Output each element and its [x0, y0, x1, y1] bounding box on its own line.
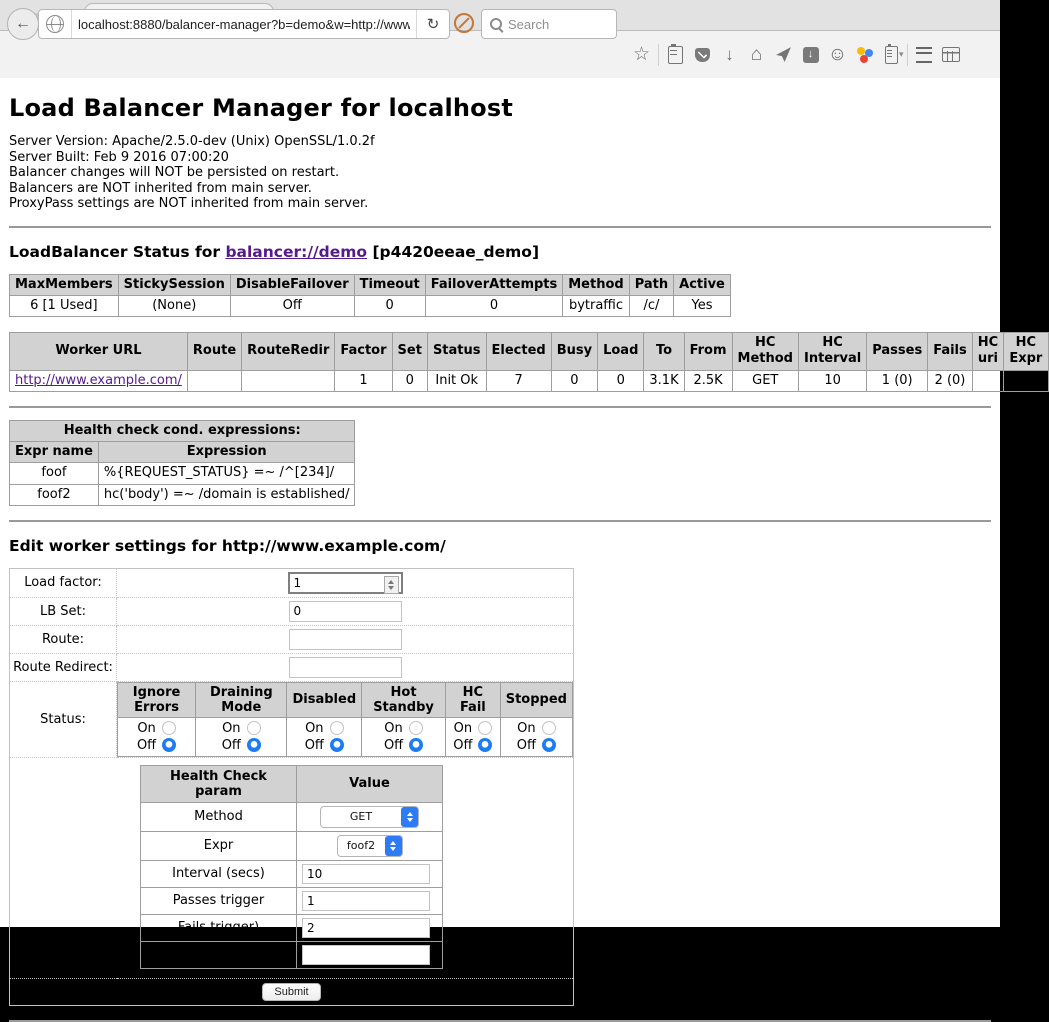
status-radio-row: [118, 717, 573, 756]
col-hot-standby: Hot Standby: [362, 682, 446, 717]
submit-button[interactable]: Submit: [262, 983, 320, 1001]
table-row: foof2 hc('body') =~ /domain is established/: [10, 484, 355, 505]
col-failoverattempts: FailoverAttempts: [425, 274, 563, 295]
hc-method-value: GET: [349, 810, 373, 824]
hc-expr-row: [141, 831, 443, 860]
col-timeout: Timeout: [354, 274, 425, 295]
on-label: On: [517, 720, 536, 736]
heading-prefix: LoadBalancer Status for: [9, 242, 226, 261]
search-bar[interactable]: [481, 9, 617, 39]
tab-groups-grid-icon[interactable]: [938, 47, 965, 62]
search-input[interactable]: [506, 16, 616, 33]
status-header-row: [118, 682, 573, 717]
home-icon[interactable]: ⌂: [750, 44, 763, 65]
hc-interval-row: [141, 860, 443, 887]
route-redirect-label: Route Redirect:: [10, 653, 117, 681]
table-header-row: [10, 442, 355, 463]
table-header-row: [10, 274, 731, 295]
col-method: Method: [563, 274, 629, 295]
select-stepper-icon: [385, 836, 402, 856]
lb-set-row: [10, 597, 574, 625]
col-hc-param: Health Check param: [141, 765, 297, 802]
hc-expr-select[interactable]: [337, 835, 403, 857]
hc-expr-value: foof2: [346, 839, 376, 853]
status-table: [117, 682, 573, 757]
hc-fail-group: [445, 717, 500, 756]
extension-colored-dots-icon[interactable]: [851, 46, 878, 64]
hc-method-row: [141, 802, 443, 831]
table-row: 6 [1 Used] (None) Off 0 0 bytraffic /c/ Yes: [10, 295, 731, 316]
col-path: Path: [629, 274, 673, 295]
passes-label: Passes trigger: [141, 887, 297, 914]
search-icon: [490, 18, 502, 30]
health-check-table: [140, 765, 443, 969]
url-input[interactable]: [72, 17, 416, 32]
edit-worker-heading: Edit worker settings for http://www.example.com/: [9, 536, 446, 555]
hot-standby-group: [362, 717, 446, 756]
divider: [658, 44, 659, 66]
downloads-icon[interactable]: ↓: [725, 45, 734, 64]
divider: [9, 406, 991, 408]
ignore-errors-group: [118, 717, 196, 756]
hc-fails-input[interactable]: [302, 918, 430, 938]
method-label: Method: [141, 802, 297, 831]
lb-set-label: LB Set:: [10, 597, 117, 625]
health-check-row: [10, 757, 574, 978]
send-page-icon[interactable]: [770, 46, 797, 63]
divider: [9, 520, 991, 522]
route-label: Route:: [10, 625, 117, 653]
bookmark-star-icon[interactable]: ☆: [632, 44, 651, 65]
reload-icon[interactable]: ↻: [426, 16, 440, 33]
worker-row: http://www.example.com/ 1 0 Init Ok 7 0 0 3.1K 2.5K GET 10 1 (0) 2 (0) foof2: [10, 370, 1049, 391]
hot-standby-off-radio[interactable]: [409, 738, 423, 752]
on-label: On: [305, 720, 324, 736]
on-label: On: [222, 720, 241, 736]
col-maxmembers: MaxMembers: [10, 274, 119, 295]
save-to-device-icon[interactable]: ↓: [797, 47, 824, 63]
disabled-off-radio[interactable]: [330, 738, 344, 752]
page-title: Load Balancer Manager for localhost: [9, 94, 514, 122]
interval-label: Interval (secs): [141, 860, 297, 887]
off-label: Off: [383, 737, 404, 753]
pocket-icon[interactable]: [689, 48, 716, 62]
col-expr-name: Expr name: [10, 442, 99, 463]
hc-uri-input[interactable]: [302, 945, 430, 965]
hc-expressions-table: [9, 420, 355, 506]
worker-table: [9, 332, 1049, 392]
off-label: Off: [453, 737, 473, 753]
expr-label: Expr: [141, 831, 297, 860]
hc-method-select[interactable]: [320, 806, 419, 828]
hc-uri-label: HC uri: [141, 941, 297, 968]
site-identity-globe-icon[interactable]: [46, 15, 64, 33]
overflow-caret-icon[interactable]: ▾: [899, 49, 904, 59]
off-label: Off: [304, 737, 324, 753]
notice-persist: Balancer changes will NOT be persisted on restart.: [9, 165, 340, 180]
draining-mode-group: [196, 717, 287, 756]
url-bar[interactable]: [38, 9, 450, 39]
heading-suffix: [p4420eeae_demo]: [367, 242, 540, 261]
stopped-on-radio[interactable]: [542, 721, 556, 735]
table-title-row: [10, 420, 355, 441]
content-blocked-icon[interactable]: [454, 13, 474, 33]
toolbar-icons: [628, 31, 996, 78]
select-stepper-icon: [401, 807, 418, 827]
hc-expressions-title: Health check cond. expressions:: [10, 420, 355, 441]
hc-interval-input[interactable]: [302, 864, 430, 884]
server-version: Server Version: Apache/2.5.0-dev (Unix) OpenSSL/1.0.2f: [9, 134, 375, 149]
disabled-group: [287, 717, 362, 756]
load-factor-row: [10, 568, 574, 597]
hc-fail-off-radio[interactable]: [478, 738, 492, 752]
notice-balancers: Balancers are NOT inherited from main server.: [9, 180, 312, 196]
off-label: Off: [516, 737, 536, 753]
hc-header-row: [141, 765, 443, 802]
ignore-errors-on-radio[interactable]: [162, 721, 176, 735]
divider: [907, 44, 908, 66]
route-redirect-input[interactable]: [289, 657, 402, 678]
draining-mode-on-radio[interactable]: [247, 721, 261, 735]
back-button[interactable]: ←: [7, 8, 39, 40]
clipboard-icon[interactable]: [662, 46, 689, 64]
on-label: On: [453, 720, 473, 736]
hc-fails-row: [141, 914, 443, 941]
status-label: Status:: [10, 681, 117, 757]
hc-fail-on-radio[interactable]: [478, 721, 492, 735]
divider: [9, 1020, 991, 1022]
col-stopped: Stopped: [500, 682, 572, 717]
col-disablefailover: DisableFailover: [230, 274, 354, 295]
col-ignore-errors: Ignore Errors: [118, 682, 196, 717]
server-built: Server Built: Feb 9 2016 07:00:20: [9, 149, 229, 165]
col-disabled: Disabled: [287, 682, 362, 717]
hot-standby-on-radio[interactable]: [409, 721, 423, 735]
status-row: [10, 681, 574, 757]
paper-plane-icon: [775, 46, 792, 63]
col-active: Active: [674, 274, 731, 295]
on-label: On: [137, 720, 156, 736]
col-expression: Expression: [98, 442, 355, 463]
menu-hamburger-icon[interactable]: [911, 47, 938, 63]
balancer-status-heading: [9, 243, 991, 261]
col-hc-fail: HC Fail: [445, 682, 500, 717]
worker-url-link[interactable]: http://www.example.com/: [15, 372, 182, 388]
feedback-smiley-icon[interactable]: ☺: [827, 44, 848, 65]
off-label: Off: [221, 737, 241, 753]
divider: [9, 226, 991, 228]
on-label: On: [384, 720, 403, 736]
submit-row: [10, 978, 574, 1005]
stopped-group: [500, 717, 572, 756]
edit-worker-form: [9, 568, 574, 1006]
fails-label: Fails trigger): [141, 914, 297, 941]
balancer-link[interactable]: balancer://demo: [225, 242, 368, 261]
load-factor-label: Load factor:: [10, 568, 117, 597]
ignore-errors-off-radio[interactable]: [162, 738, 176, 752]
route-redirect-row: [10, 653, 574, 681]
hc-passes-input[interactable]: [302, 891, 430, 911]
disabled-on-radio[interactable]: [330, 721, 344, 735]
col-hc-value: Value: [297, 765, 443, 802]
load-factor-stepper[interactable]: [288, 572, 403, 594]
col-draining-mode: Draining Mode: [196, 682, 287, 717]
balancer-status-table: [9, 274, 731, 318]
draining-mode-off-radio[interactable]: [247, 738, 261, 752]
hc-passes-row: [141, 887, 443, 914]
col-stickysession: StickySession: [118, 274, 230, 295]
off-label: Off: [136, 737, 157, 753]
table-row: foof %{REQUEST_STATUS} =~ /^[234]/: [10, 463, 355, 484]
lb-set-input[interactable]: [289, 601, 402, 622]
route-row: [10, 625, 574, 653]
hc-uri-row: [141, 941, 443, 968]
notice-proxypass: ProxyPass settings are NOT inherited from main server.: [9, 196, 369, 211]
route-input[interactable]: [289, 629, 402, 650]
page-content: [0, 78, 1043, 998]
stopped-off-radio[interactable]: [542, 738, 556, 752]
table-header-row: Worker URL Route RouteRedir Factor Set Status Elected Busy Load To From HC Method HC Interval Passes Fails HC uri HC Expr: [10, 333, 1049, 371]
number-stepper-icon[interactable]: [384, 576, 399, 594]
